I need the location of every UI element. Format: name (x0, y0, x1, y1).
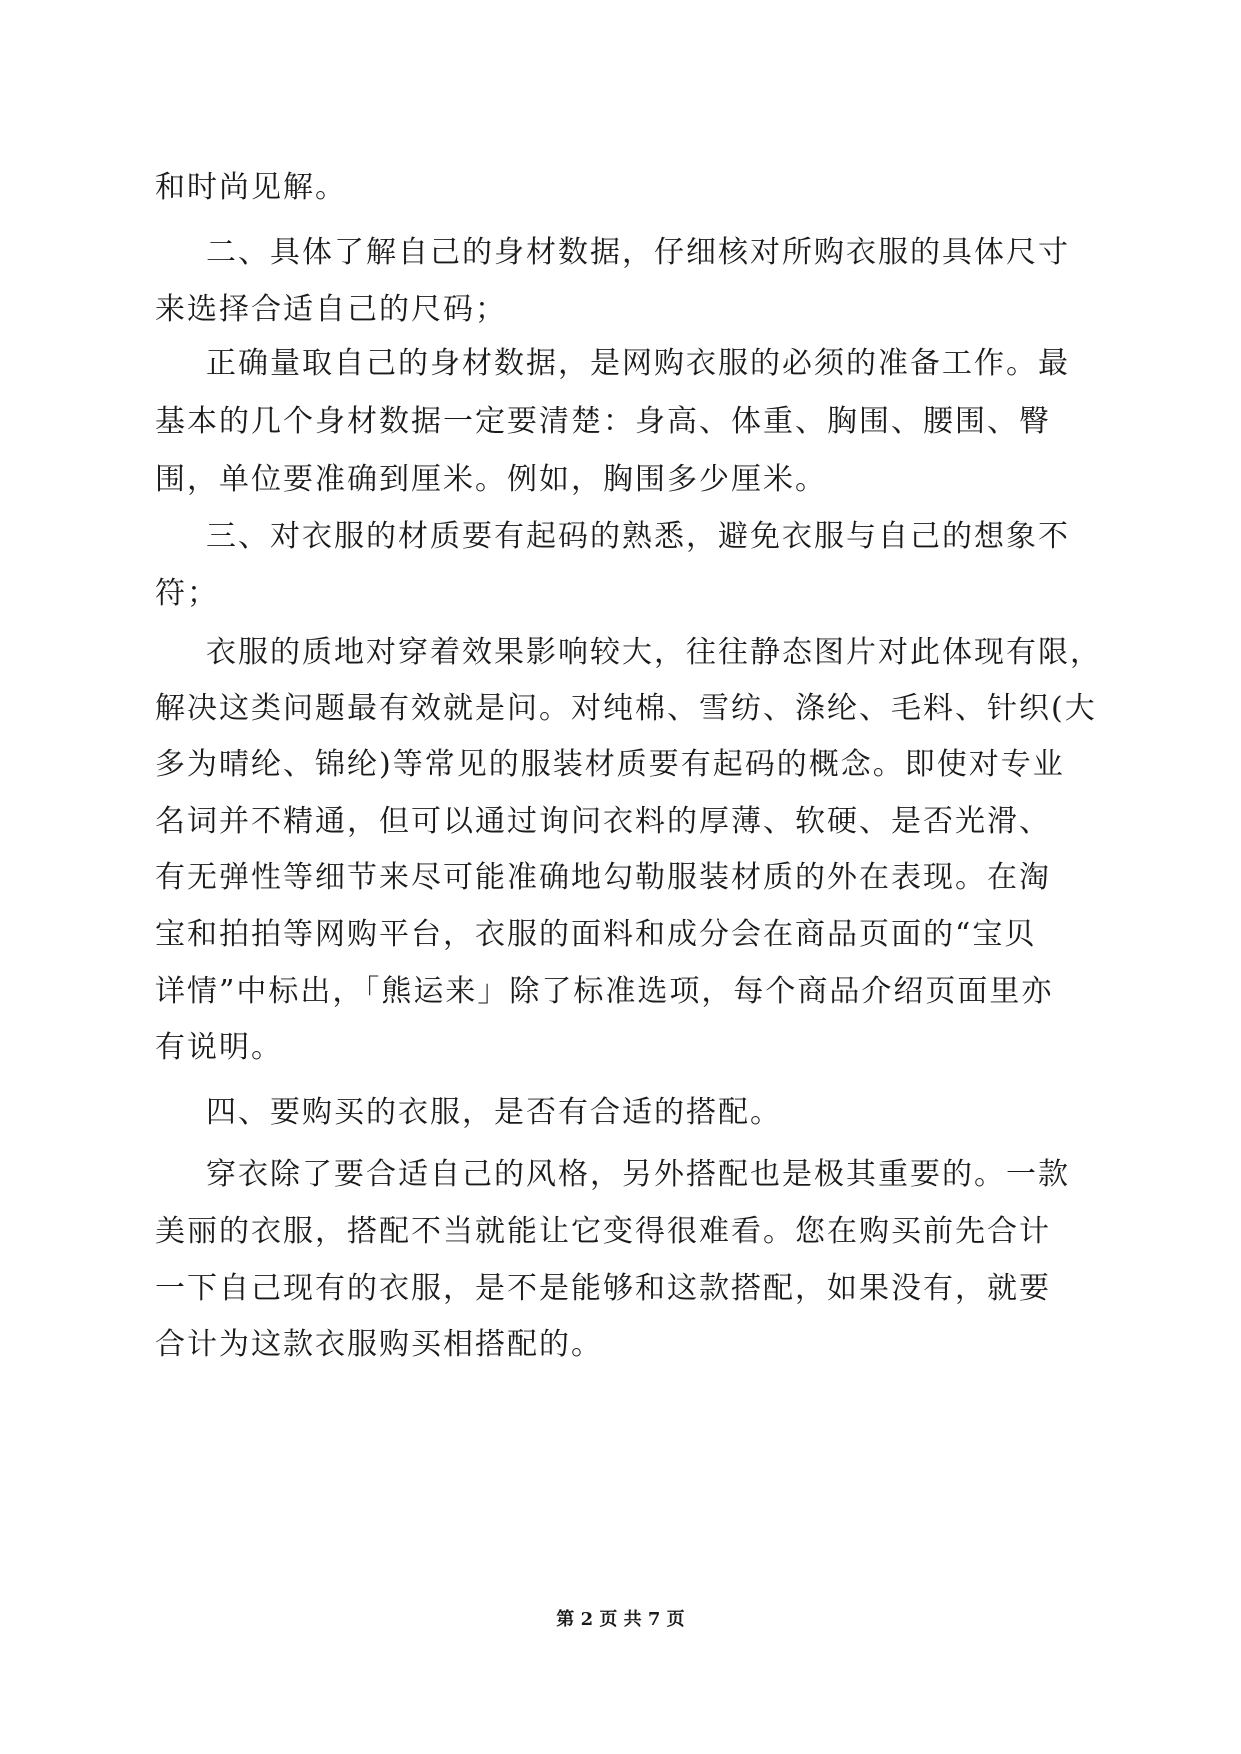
paragraph-line: 正确量取自己的身材数据，是网购衣服的必须的准备工作。最 (206, 346, 1070, 381)
paragraph-line: 穿衣除了要合适自己的风格，另外搭配也是极其重要的。一款 (206, 1157, 1070, 1192)
paragraph-line: 宝和拍拍等网购平台，衣服的面料和成分会在商品页面的“宝贝 (155, 917, 1037, 952)
paragraph-line: 围，单位要准确到厘米。例如，胸围多少厘米。 (155, 462, 827, 497)
paragraph-line: 合计为这款衣服购买相搭配的。 (155, 1327, 603, 1362)
section-heading-line: 二、具体了解自己的身材数据，仔细核对所购衣服的具体尺寸 (206, 235, 1070, 270)
paragraph-line: 名词并不精通，但可以通过询问衣料的厚薄、软硬、是否光滑、 (155, 804, 1051, 839)
section-heading-line: 符； (155, 576, 219, 611)
paragraph-line: 一下自己现有的衣服，是不是能够和这款搭配，如果没有，就要 (155, 1271, 1051, 1306)
section-heading-line: 三、对衣服的材质要有起码的熟悉，避免衣服与自己的想象不 (206, 519, 1070, 554)
paragraph-line: 基本的几个身材数据一定要清楚：身高、体重、胸围、腰围、臀 (155, 404, 1051, 439)
section-heading-line: 来选择合适自己的尺码； (155, 292, 507, 327)
page-number-footer: 第 2 页 共 7 页 (556, 1609, 685, 1630)
paragraph-line: 和时尚见解。 (155, 170, 347, 205)
paragraph-line: 有无弹性等细节来尽可能准确地勾勒服装材质的外在表现。在淘 (155, 860, 1051, 895)
paragraph-line: 美丽的衣服，搭配不当就能让它变得很难看。您在购买前先合计 (155, 1214, 1051, 1249)
paragraph-line: 详情”中标出，「熊运来」除了标准选项，每个商品介绍页面里亦 (155, 974, 1054, 1009)
section-heading-line: 四、要购买的衣服，是否有合适的搭配。 (206, 1095, 782, 1130)
paragraph-line: 衣服的质地对穿着效果影响较大，往往静态图片对此体现有限， (206, 635, 1102, 670)
paragraph-line: 多为晴纶、锦纶)等常见的服装材质要有起码的概念。即使对专业 (155, 747, 1065, 782)
paragraph-line: 解决这类问题最有效就是问。对纯棉、雪纺、涤纶、毛料、针织(大 (155, 691, 1097, 726)
paragraph-line: 有说明。 (155, 1030, 283, 1065)
